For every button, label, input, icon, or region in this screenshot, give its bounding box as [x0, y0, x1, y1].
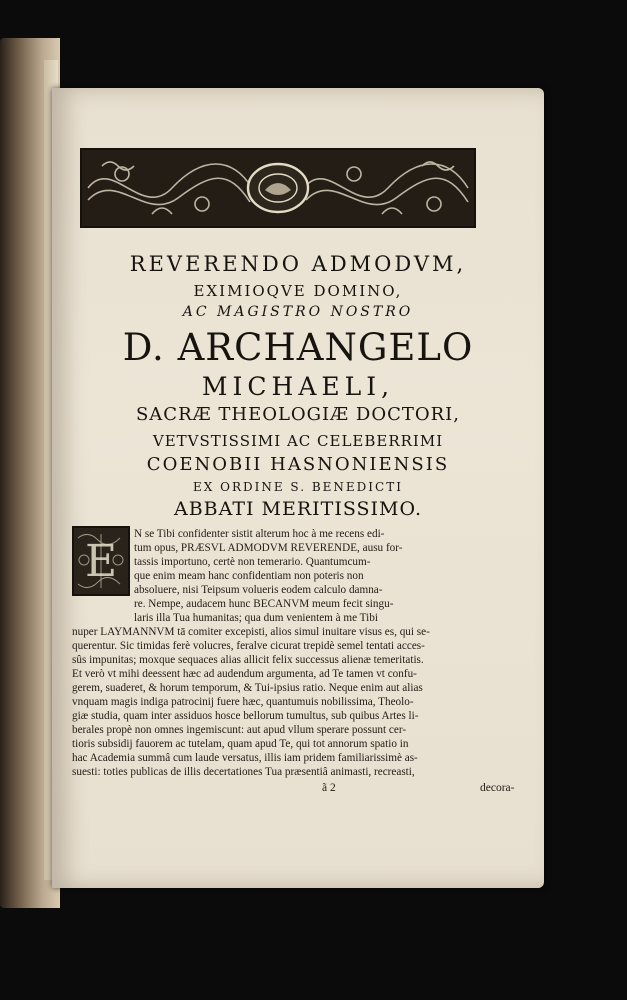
catchword: decora-	[480, 782, 515, 794]
initial-letter: E	[84, 535, 118, 587]
dedication-line-6: SACRÆ THEOLOGIÆ DOCTORI,	[135, 404, 461, 425]
dedication-line-1: REVERENDO ADMODVM,	[129, 252, 467, 276]
body-line: tassis importuno, certè non temerario. Quantumcum-	[134, 556, 371, 568]
dedication-line-2: EXIMIOQVE DOMINO,	[193, 282, 403, 300]
dedication-line-8: COENOBII HASNONIENSIS	[146, 454, 450, 475]
body-line: berales propè non omnes ingemiscunt: aut apud vllum sperare possunt cer-	[72, 724, 407, 736]
dedication-line-3: AC MAGISTRO NOSTRO	[182, 304, 414, 320]
woodcut-headpiece	[80, 148, 476, 228]
dedication-line-10: ABBATI MERITISSIMO.	[173, 498, 423, 520]
body-line: suesti: toties publicas de illis decertationes Tua præsentiâ animasti, recreasti,	[72, 766, 415, 778]
dedication-line-9: EX ORDINE S. BENEDICTI	[193, 480, 403, 494]
book-page	[52, 88, 544, 888]
body-line: tum opus, PRÆSVL ADMODVM REVERENDE, ausu for-	[134, 542, 403, 554]
decorated-initial	[72, 526, 130, 596]
body-line: gerem, suaderet, & horum temporum, & Tui-ipsius ratio. Neque enim aut alias	[72, 682, 423, 694]
body-line: nuper LAYMANNVM tā comiter excepisti, alios simul inuitare visus es, qui se-	[72, 626, 430, 638]
dedicatee-name: D. ARCHANGELO	[122, 326, 474, 369]
body-line: querentur. Sic timidas ferè volucres, feralve cicurat trepidè semel tentati acces-	[72, 640, 425, 652]
signature-mark: ã 2	[322, 782, 336, 794]
dedication-line-7: VETVSTISSIMI AC CELEBERRIMI	[152, 432, 444, 450]
body-line: tioris subsidij fauorem ac tutelam, quam apud Te, qui tot annorum spatio in	[72, 738, 409, 750]
body-line: hac Academia summâ cum laude versatus, illis iam pridem familiarissimè as-	[72, 752, 418, 764]
body-line: absoluere, nisi Teipsum volueris eodem calculo damna-	[134, 584, 383, 596]
body-line: laris illa Tua humanitas; qua dum venientem à me Tibi	[134, 612, 378, 624]
dedicatee-surname: MICHAELI,	[201, 372, 395, 401]
body-line: que enim meam hanc confidentiam non poteris non	[134, 570, 364, 582]
body-line: sûs impunitas; moxque sequaces alias allicit felix successus alienæ temeritatis.	[72, 654, 424, 666]
body-line: Et verò vt mihi deessent hæc ad audendum argumenta, ad Te tamen vt confu-	[72, 668, 417, 680]
body-line: giæ studia, quam inter assiduos hosce bellorum tumultus, sub quibus Artes li-	[72, 710, 419, 722]
body-line: re. Nempe, audacem hunc BECANVM meum fecit singu-	[134, 598, 394, 610]
body-line: N se Tibi confidenter sistit alterum hoc à me recens edi-	[134, 528, 385, 540]
body-line: vnquam magis indiga patrocinij fuere hæc, quantumuis nobilissima, Theolo-	[72, 696, 414, 708]
